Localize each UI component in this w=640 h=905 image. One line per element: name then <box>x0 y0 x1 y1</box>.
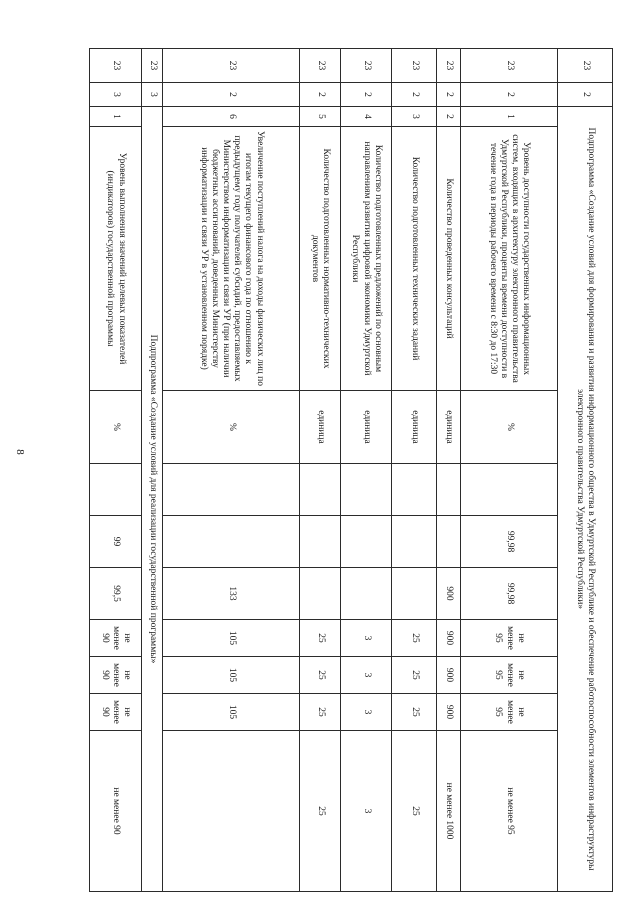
cell-value-highlighted: 105 <box>163 620 300 657</box>
cell-value: 25 <box>300 657 341 694</box>
cell-value: не менее 95 <box>461 657 558 694</box>
cell-value <box>300 568 341 620</box>
table-row <box>392 49 437 892</box>
cell-value: не менее 90 <box>90 731 142 892</box>
cell-value: 25 <box>392 657 437 694</box>
cell-pp: 2 <box>392 83 437 107</box>
cell-value: 25 <box>300 731 341 892</box>
page-number: 8 <box>14 449 26 455</box>
cell-value: 3 <box>341 620 392 657</box>
cell-value <box>90 464 142 516</box>
cell-pp: 2 <box>300 83 341 107</box>
cell-value <box>163 516 300 568</box>
cell-value: 25 <box>392 620 437 657</box>
cell-unit: единица <box>341 391 392 464</box>
cell-value: не менее 1000 <box>437 731 461 892</box>
cell-value <box>461 464 558 516</box>
subprogram-title-2: Подпрограмма «Создание условий для реализации государственной программы» <box>142 107 163 892</box>
cell-n: 4 <box>341 107 392 127</box>
table-row <box>461 49 558 892</box>
cell-value: 25 <box>300 620 341 657</box>
cell-indicator-name: Увеличение поступлений налога на доходы физических лиц по итогам текущего финансового года по отношению к предыдущему году получателей субсидий, предоставляемых Министерством информатизации и связи УР (при наличии бюджетных ассигнований, доведенных Министерству информатизации и связи УР в установленном порядке) <box>163 127 300 391</box>
cell-value <box>341 568 392 620</box>
cell-pp: 2 <box>163 83 300 107</box>
cell-value: не менее 95 <box>461 620 558 657</box>
cell-pp: 2 <box>341 83 392 107</box>
subprogram-title-1: Подпрограмма «Создание условий для формирования и развития информационного общества в Удмуртской Республике и обеспечение работоспособности элементов инфраструктуры электронного правительства Удмуртской Республики» <box>558 107 613 892</box>
cell-value: не менее 90 <box>90 657 142 694</box>
cell-n: 3 <box>392 107 437 127</box>
cell-indicator-name: Количество подготовленных нормативно-технических документов <box>300 127 341 391</box>
cell-value: не менее 95 <box>461 731 558 892</box>
cell-indicator-name: Количество проведенных консультаций <box>437 127 461 391</box>
cell-n: 2 <box>437 107 461 127</box>
table-row <box>437 49 461 892</box>
cell-value-highlighted: 105 <box>163 657 300 694</box>
cell-gp: 23 <box>90 49 142 83</box>
cell-gp: 23 <box>461 49 558 83</box>
cell-gp: 23 <box>392 49 437 83</box>
cell-value <box>341 464 392 516</box>
cell-pp: 3 <box>90 83 142 107</box>
cell-value <box>437 464 461 516</box>
cell-pp: 3 <box>142 83 163 107</box>
cell-gp: 23 <box>341 49 392 83</box>
cell-value: не менее 95 <box>461 694 558 731</box>
table-row-section-1 <box>558 49 613 892</box>
cell-gp: 23 <box>558 49 613 83</box>
cell-value: 99,5 <box>90 568 142 620</box>
cell-unit: % <box>90 391 142 464</box>
cell-indicator-name: Количество подготовленных технических заданий <box>392 127 437 391</box>
cell-value: 25 <box>392 731 437 892</box>
cell-unit: единица <box>437 391 461 464</box>
cell-value-highlighted: 105 <box>163 694 300 731</box>
cell-value: 99,98 <box>461 516 558 568</box>
cell-unit: % <box>461 391 558 464</box>
cell-gp: 23 <box>437 49 461 83</box>
cell-n: 1 <box>461 107 558 127</box>
cell-value: 3 <box>341 694 392 731</box>
cell-n: 5 <box>300 107 341 127</box>
cell-value <box>341 516 392 568</box>
table-row <box>163 49 300 892</box>
cell-indicator-name: Количество подготовленных предложений по основным направлениям развития цифровой экономики Удмуртской Республики <box>341 127 392 391</box>
cell-value: 133 <box>163 568 300 620</box>
cell-unit: единица <box>392 391 437 464</box>
cell-value: 900 <box>437 620 461 657</box>
cell-value <box>392 568 437 620</box>
cell-n: 6 <box>163 107 300 127</box>
cell-gp: 23 <box>300 49 341 83</box>
table-row <box>90 49 142 892</box>
cell-unit: единица <box>300 391 341 464</box>
cell-value <box>300 464 341 516</box>
cell-value: не менее 90 <box>90 694 142 731</box>
table-row <box>300 49 341 892</box>
table-row <box>341 49 392 892</box>
cell-value: 25 <box>392 694 437 731</box>
cell-indicator-name: Уровень доступности государственных информационных систем, входящих в архитектуру электронного правительства Удмуртской Республики, проценты времени доступности в течение года в периоды рабочего времени с 8:30 до 17:30 <box>461 127 558 391</box>
cell-value: 3 <box>341 657 392 694</box>
cell-value: 900 <box>437 657 461 694</box>
cell-value <box>392 464 437 516</box>
cell-gp: 23 <box>163 49 300 83</box>
cell-value: 900 <box>437 568 461 620</box>
cell-unit: % <box>163 391 300 464</box>
rotated-table-canvas <box>50 48 613 891</box>
cell-n: 1 <box>90 107 142 127</box>
cell-pp: 2 <box>558 83 613 107</box>
cell-gp: 23 <box>142 49 163 83</box>
cell-value <box>392 516 437 568</box>
cell-pp: 2 <box>437 83 461 107</box>
cell-value <box>300 516 341 568</box>
cell-value: 25 <box>300 694 341 731</box>
cell-indicator-name: Уровень выполнения значений целевых показателей (индикаторов) государственной программы <box>90 127 142 391</box>
cell-value: 3 <box>341 731 392 892</box>
cell-value: не менее 90 <box>90 620 142 657</box>
cell-value: 900 <box>437 694 461 731</box>
cell-pp: 2 <box>461 83 558 107</box>
cell-value <box>437 516 461 568</box>
cell-value: 99,98 <box>461 568 558 620</box>
indicators-table <box>89 48 613 892</box>
cell-value <box>163 464 300 516</box>
cell-value-highlighted <box>163 731 300 892</box>
table-row-section-2 <box>142 49 163 892</box>
cell-value: 99 <box>90 516 142 568</box>
